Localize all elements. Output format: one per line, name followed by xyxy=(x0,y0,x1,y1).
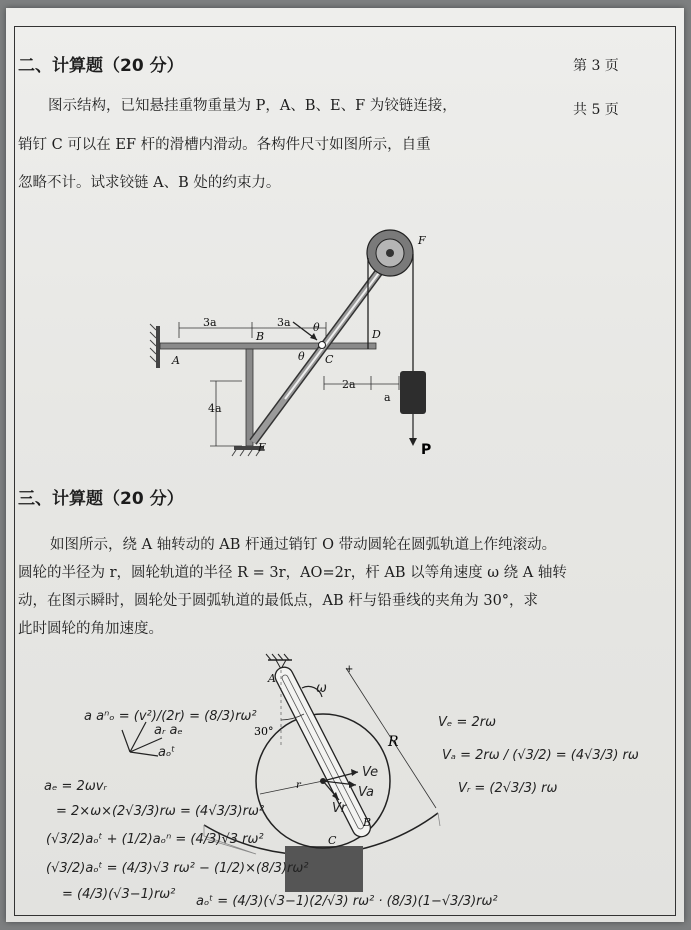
angle-theta-left: θ xyxy=(298,350,305,363)
page-total: 共 5 页 xyxy=(573,102,619,118)
omega-label: ω xyxy=(316,681,327,696)
section3-title: 三、计算题（20 分） xyxy=(18,489,184,509)
dim-3a-left: 3a xyxy=(203,316,217,329)
section3-text-1: 如图所示，绕 A 轴转动的 AB 杆通过销钉 O 带动圆轮在圆弧轨道上作纯滚动。 xyxy=(50,537,557,553)
section3-text-2: 圆轮的半径为 r，圆轮轨道的半径 R = 3r，AO=2r，杆 AB 以等角速度 ω 绕 A 轴转 xyxy=(18,565,567,581)
label-contact-c: C xyxy=(328,834,337,847)
section2-title: 二、计算题（20 分） xyxy=(18,56,184,76)
hw-line-2: aᵣ aₑ xyxy=(154,723,183,738)
exam-page xyxy=(6,8,684,922)
dim-a: a xyxy=(384,391,391,404)
angle-theta-top: θ xyxy=(313,321,320,334)
dim-4a: 4a xyxy=(208,402,222,415)
handwritten-solution xyxy=(6,8,684,922)
dim-2a: 2a xyxy=(342,378,356,391)
svg-text:+: + xyxy=(345,664,354,675)
hw-right-3: Vᵣ = (2√3/3) rω xyxy=(458,781,558,796)
velocity-ve-label: Ve xyxy=(362,765,379,780)
dim-3a-right: 3a xyxy=(277,316,291,329)
hw-line-3: aₒᵗ xyxy=(158,745,176,760)
hw-line-8: = (4/3)(√3−1)rω² xyxy=(62,887,176,902)
hw-line-9: aₒᵗ = (4/3)(√3−1)(2/√3) rω² · (8/3)(1−√3/3)rω² xyxy=(196,894,498,909)
hw-right-2: Vₐ = 2rω / (√3/2) = (4√3/3) rω xyxy=(442,748,639,763)
label-d: D xyxy=(372,328,381,341)
hw-line-7: (√3/2)aₒᵗ = (4/3)√3 rω² − (1/2)×(8/3)rω² xyxy=(46,861,309,876)
section2-text-3: 忽略不计。试求铰链 A、B 处的约束力。 xyxy=(18,175,281,191)
label-c: C xyxy=(325,353,334,366)
section2-text-1: 图示结构，已知悬挂重物重量为 P，A、B、E、F 为铰链连接， xyxy=(48,98,457,114)
velocity-va-label: Va xyxy=(358,785,375,800)
label-big-r: R xyxy=(388,734,399,750)
section3-text-3: 动，在图示瞬时，圆轮处于圆弧轨道的最低点，AB 杆与铅垂线的夹角为 30°，求 xyxy=(18,593,539,609)
label-a: A xyxy=(172,354,180,367)
angle-30: 30° xyxy=(254,725,274,738)
hw-line-4: aₑ = 2ωvᵣ xyxy=(44,779,107,794)
page-number: 第 3 页 xyxy=(573,58,619,74)
hw-right-1: Vₑ = 2rω xyxy=(438,715,496,730)
label-p: P xyxy=(421,442,432,458)
section3-text-4: 此时圆轮的角加速度。 xyxy=(18,621,163,637)
label-end-b: B xyxy=(363,816,372,829)
hw-line-5: = 2×ω×(2√3/3)rω = (4√3/3)rω² xyxy=(56,804,265,819)
label-b: B xyxy=(256,330,265,343)
label-f: F xyxy=(418,234,426,247)
hw-line-1: a aⁿₒ = (v²)/(2r) = (8/3)rω² xyxy=(84,709,257,724)
hw-line-6: (√3/2)aₒᵗ + (1/2)aₒⁿ = (4/3)√3 rω² xyxy=(46,832,264,847)
section2-text-2: 销钉 C 可以在 EF 杆的滑槽内滑动。各构件尺寸如图所示，自重 xyxy=(18,137,431,153)
label-e: E xyxy=(258,441,267,454)
label-pivot-a: A xyxy=(268,672,276,685)
label-small-r: r xyxy=(296,780,301,791)
velocity-vr-label: Vr xyxy=(332,801,347,816)
